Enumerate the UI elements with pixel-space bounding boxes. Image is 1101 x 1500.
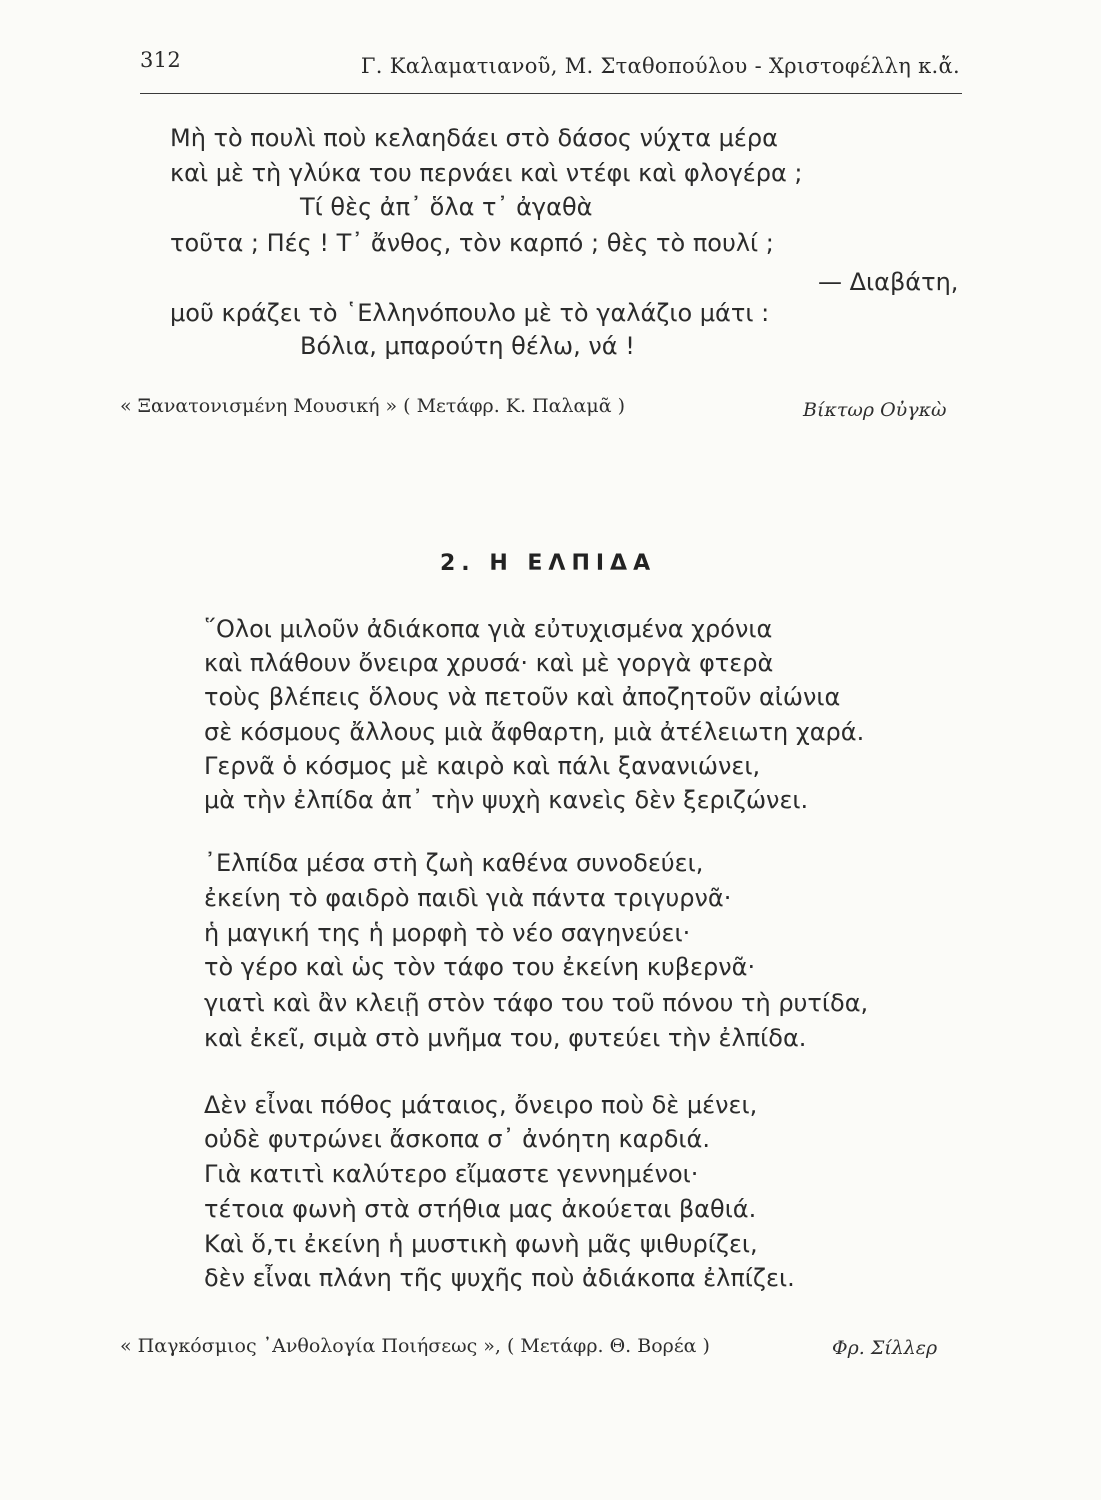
header-rule	[140, 93, 962, 94]
poem2-line: ἡ μαγική της ἡ μορφὴ τὸ νέο σαγηνεύει·	[204, 919, 691, 947]
poem2-line: Γερνᾶ ὁ κόσμος μὲ καιρὸ καὶ πάλι ξανανιώνει,	[204, 752, 761, 780]
poem1-line: καὶ μὲ τὴ γλύκα του περνάει καὶ ντέφι καὶ φλογέρα ;	[170, 159, 803, 187]
poem1-line: μοῦ κράζει τὸ ῾Ελληνόπουλο μὲ τὸ γαλάζιο μάτι :	[170, 299, 770, 327]
poem2-line: Δὲν εἶναι πόθος μάταιος, ὄνειρο ποὺ δὲ μένει,	[204, 1091, 758, 1119]
poem1-citation: « Ξανατονισμένη Μουσική » ( Μετάφρ. Κ. Παλαμᾶ )	[120, 395, 625, 417]
running-title: Γ. Καλαματιανοῦ, Μ. Σταθοπούλου - Χριστοφέλλη κ.ἄ.	[360, 54, 960, 78]
poem2-title: 2. Η ΕΛΠΙΔΑ	[440, 551, 657, 576]
poem2-line: οὐδὲ φυτρώνει ἄσκοπα σ᾿ ἀνόητη καρδιά.	[204, 1125, 710, 1153]
poem1-line: τοῦτα ; Πές ! Τ᾿ ἄνθος, τὸν καρπό ; θὲς τὸ πουλί ;	[170, 229, 774, 257]
poem2-line: τέτοια φωνὴ στὰ στήθια μας ἀκούεται βαθιά.	[204, 1195, 757, 1223]
poem2-line: Καὶ ὅ,τι ἐκείνη ἡ μυστικὴ φωνὴ μᾶς ψιθυρίζει,	[204, 1230, 758, 1258]
poem2-line: ᾿Ελπίδα μέσα στὴ ζωὴ καθένα συνοδεύει,	[204, 849, 704, 877]
poem2-line: τοὺς βλέπεις ὅλους νὰ πετοῦν καὶ ἀποζητοῦν αἰώνια	[204, 683, 841, 711]
poem2-line: καὶ πλάθουν ὄνειρα χρυσά· καὶ μὲ γοργὰ φτερὰ	[204, 649, 774, 677]
poem2-line: γιατὶ καὶ ἂν κλειῇ στὸν τάφο του τοῦ πόνου τὴ ρυτίδα,	[204, 989, 869, 1017]
poem2-line: δὲν εἶναι πλάνη τῆς ψυχῆς ποὺ ἀδιάκοπα ἐλπίζει.	[204, 1264, 795, 1292]
poem1-line: Βόλια, μπαρούτη θέλω, νά !	[300, 332, 635, 360]
poem2-line: καὶ ἐκεῖ, σιμὰ στὸ μνῆμα του, φυτεύει τὴν ἐλπίδα.	[204, 1024, 807, 1052]
poem2-line: ῞Ολοι μιλοῦν ἀδιάκοπα γιὰ εὐτυχισμένα χρόνια	[204, 615, 773, 643]
poem1-author: Βίκτωρ Οὐγκὼ	[803, 399, 947, 421]
poem2-line: ἐκείνη τὸ φαιδρὸ παιδὶ γιὰ πάντα τριγυρνᾶ·	[204, 884, 732, 912]
poem1-line: Μὴ τὸ πουλὶ ποὺ κελαηδάει στὸ δάσος νύχτα μέρα	[170, 124, 778, 152]
page-number: 312	[140, 48, 181, 72]
poem1-line: — Διαβάτη,	[818, 268, 959, 296]
poem2-line: σὲ κόσμους ἄλλους μιὰ ἄφθαρτη, μιὰ ἀτέλειωτη χαρά.	[204, 718, 865, 746]
poem2-line: τὸ γέρο καὶ ὡς τὸν τάφο του ἐκείνη κυβερνᾶ·	[204, 953, 756, 981]
poem2-line: μὰ τὴν ἐλπίδα ἀπ᾿ τὴν ψυχὴ κανεὶς δὲν ξεριζώνει.	[204, 786, 809, 814]
running-header	[140, 48, 962, 88]
poem2-line: Γιὰ κατιτὶ καλύτερο εἴμαστε γεννημένοι·	[204, 1160, 699, 1188]
poem1-line: Τί θὲς ἀπ᾿ ὅλα τ᾿ ἀγαθὰ	[300, 193, 593, 221]
poem2-citation: « Παγκόσμιος ᾿Ανθολογία Ποιήσεως », ( Μετάφρ. Θ. Βορέα )	[120, 1335, 710, 1357]
poem2-author: Φρ. Σίλλερ	[832, 1337, 938, 1359]
